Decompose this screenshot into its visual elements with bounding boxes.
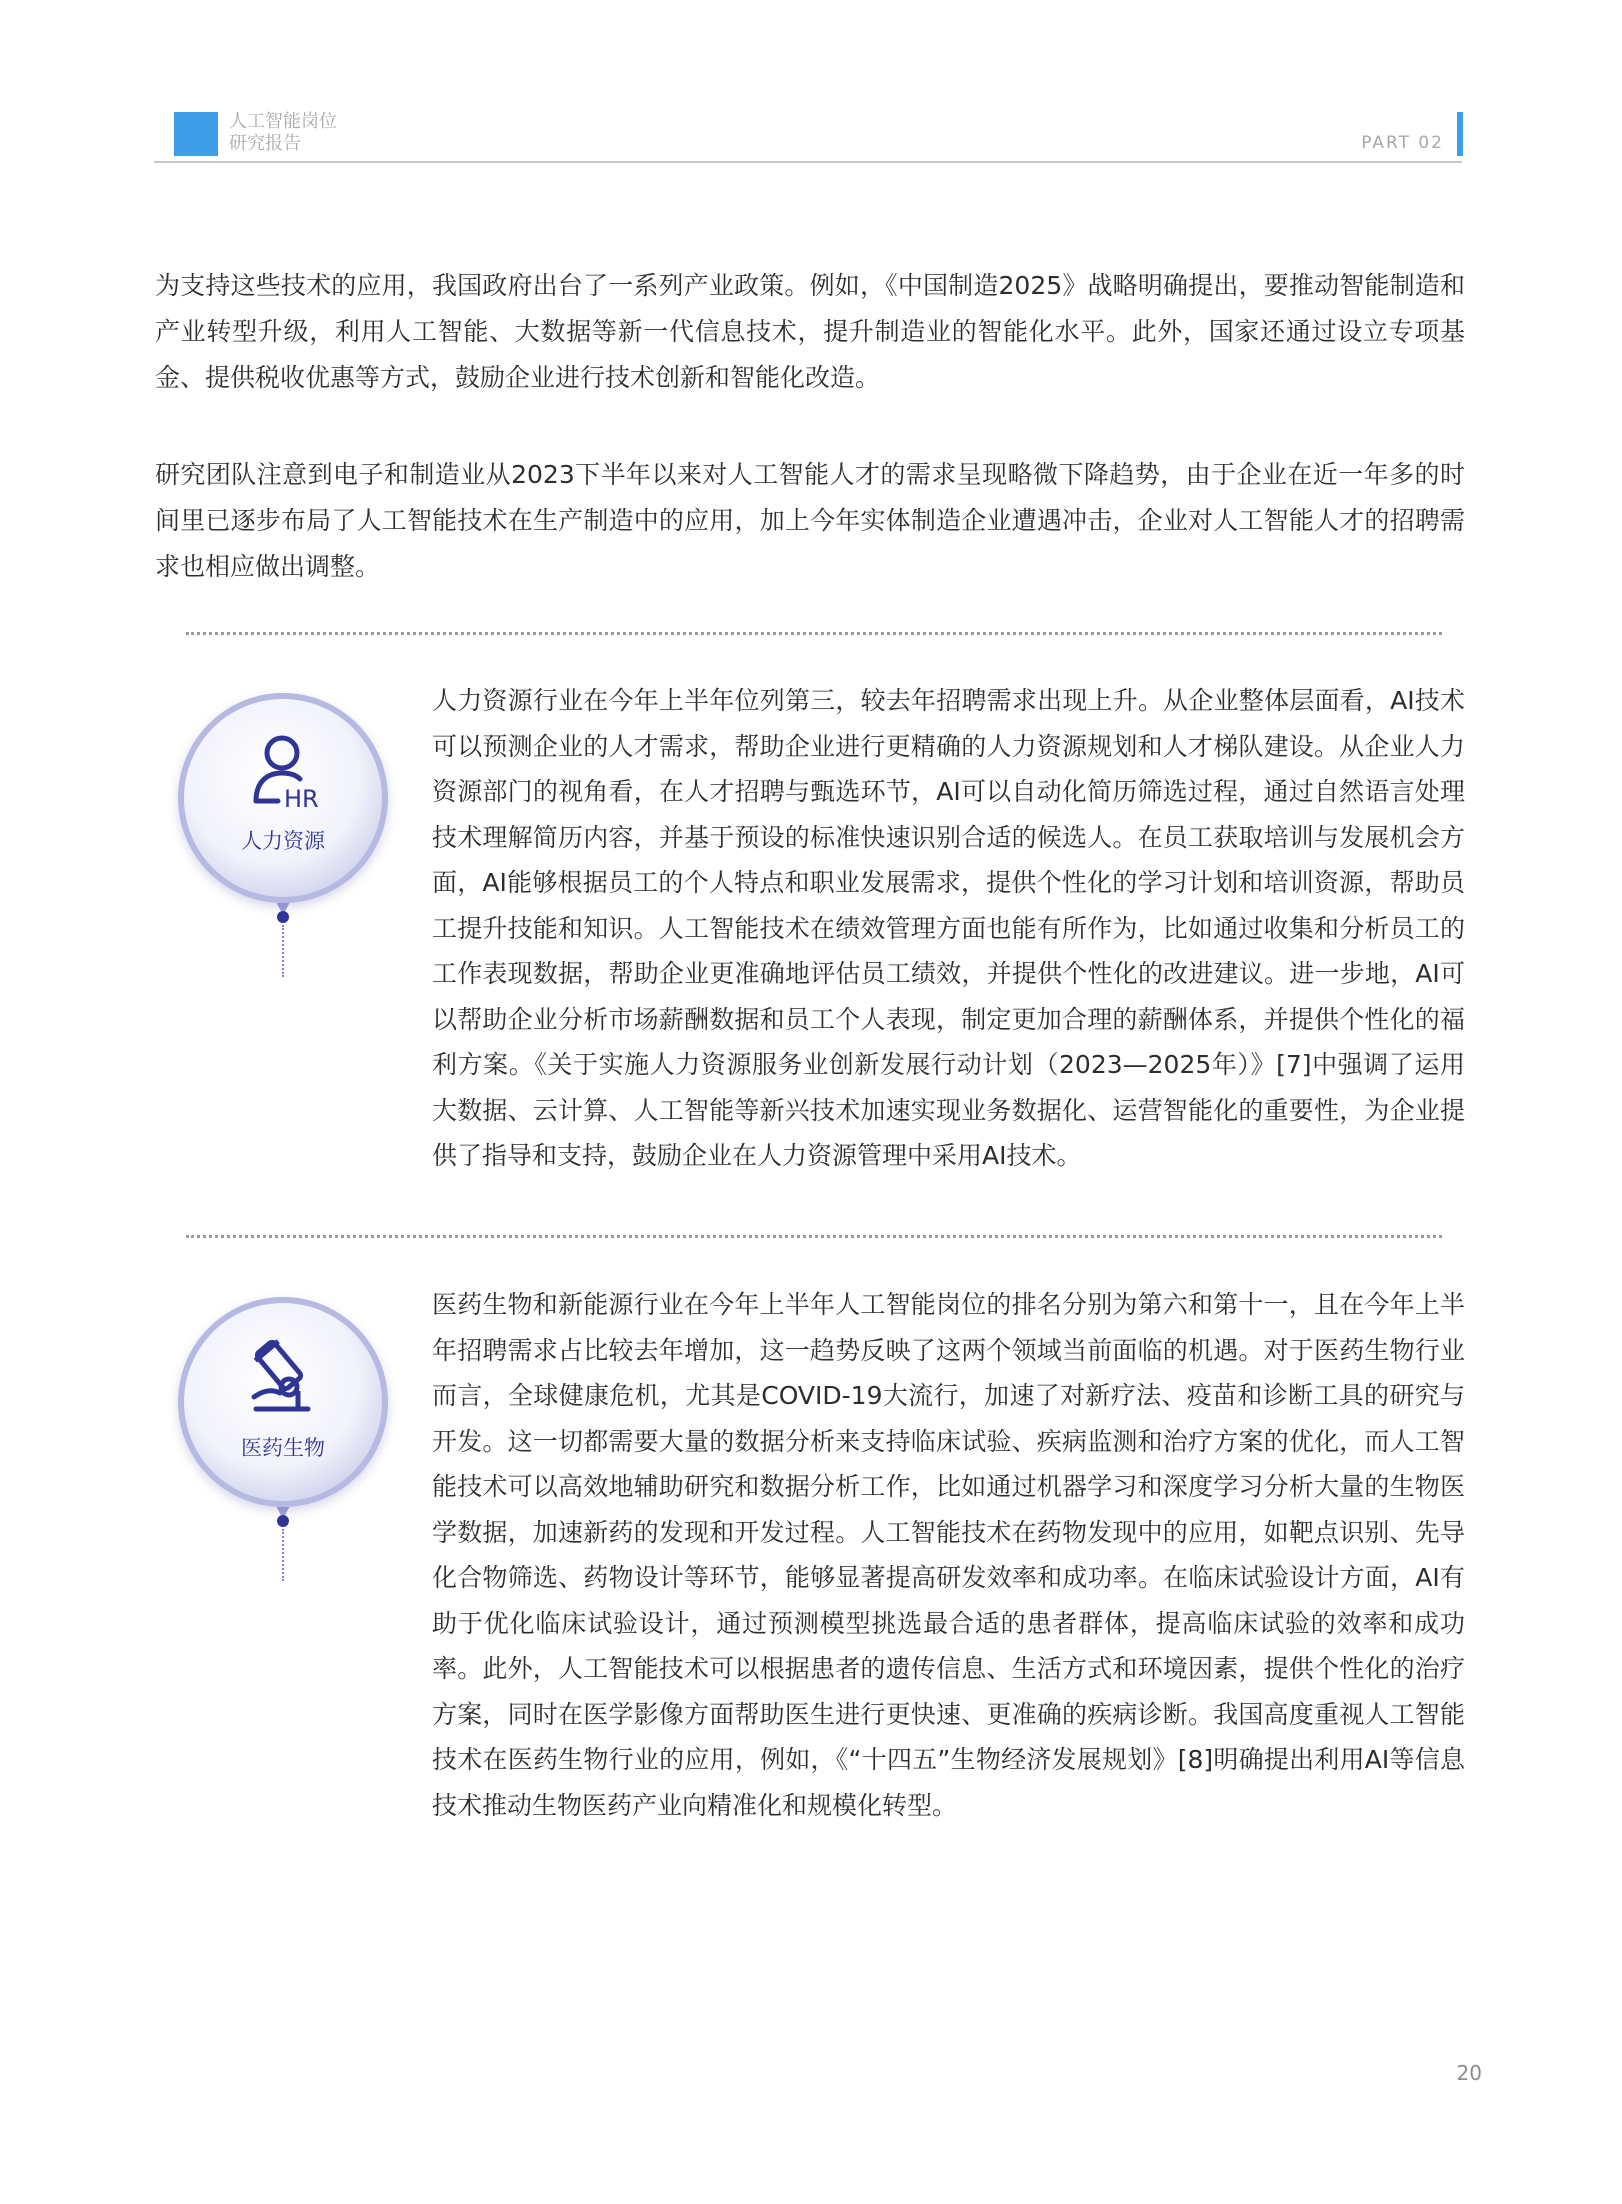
- badge-label: 人力资源: [241, 829, 325, 853]
- part-label: PART 02: [1361, 133, 1444, 153]
- microscope-icon: [234, 1337, 334, 1417]
- intro-paragraph-1: 为支持这些技术的应用，我国政府出台了一系列产业政策。例如，《中国制造2025》战略明确提出，要推动智能制造和产业转型升级，利用人工智能、大数据等新一代信息技术，提升制造业的智能化水平。此外，国家还通过设立专项基金、提供税收优惠等方式，鼓励企业进行技术创新和智能化改造。: [155, 271, 1465, 392]
- intro-paragraph-2: 研究团队注意到电子和制造业从2023下半年以来对人工智能人才的需求呈现略微下降趋势，由于企业在近一年多的时间里已逐步布局了人工智能技术在生产制造中的应用，加上今年实体制造企业遭遇冲击，企业对人工智能人才的招聘需求也相应做出调整。: [155, 460, 1465, 581]
- hr-section-text: 人力资源行业在今年上半年位列第三，较去年招聘需求出现上升。从企业整体层面看，AI技术可以预测企业的人才需求，帮助企业进行更精确的人力资源规划和人才梯队建设。从企业人力资源部门的视角看，在人才招聘与甄选环节，AI可以自动化简历筛选过程，通过自然语言处理技术理解简历内容，并基于预设的标准快速识别合适的候选人。在员工获取培训与发展机会方面，AI能够根据员工的个人特点和职业发展需求，提供个性化的学习计划和培训资源，帮助员工提升技能和知识。人工智能技术在绩效管理方面也能有所作为，比如通过收集和分析员工的工作表现数据，帮助企业更准确地评估员工绩效，并提供个性化的改进建议。进一步地，AI可以帮助企业分析市场薪酬数据和员工个人表现，制定更加合理的薪酬体系，并提供个性化的福利方案。《关于实施人力资源服务业创新发展行动计划（2023—2025年）》[7]中强调了运用大数据、云计算、人工智能等新兴技术加速实现业务数据化、运营智能化的重要性，为企业提供了指导和支持，鼓励企业在人力资源管理中采用AI技术。: [432, 686, 1465, 1170]
- page-number: 20: [1456, 2061, 1482, 2085]
- dotted-divider: [186, 1235, 1442, 1238]
- dotted-divider: [186, 632, 1442, 635]
- badge-dot: [277, 911, 289, 923]
- badge-dotted-line: [282, 925, 284, 977]
- badge-dot: [277, 1515, 289, 1527]
- report-title: [229, 111, 337, 155]
- report-title-line1: 人工智能岗位: [229, 111, 337, 132]
- header-accent-block: [174, 112, 218, 156]
- header-divider: [154, 161, 1462, 163]
- hr-icon-text: HR: [284, 785, 319, 809]
- badge-dotted-line: [282, 1529, 284, 1581]
- hr-person-icon: [238, 729, 338, 809]
- report-title-line2: 研究报告: [229, 133, 301, 154]
- pharma-section-text: 医药生物和新能源行业在今年上半年人工智能岗位的排名分别为第六和第十一，且在今年上半年招聘需求占比较去年增加，这一趋势反映了这两个领域当前面临的机遇。对于医药生物行业而言，全球健康危机，尤其是COVID-19大流行，加速了对新疗法、疫苗和诊断工具的研究与开发。这一切都需要大量的数据分析来支持临床试验、疾病监测和治疗方案的优化，而人工智能技术可以高效地辅助研究和数据分析工作，比如通过机器学习和深度学习分析大量的生物医学数据，加速新药的发现和开发过程。人工智能技术在药物发现中的应用，如靶点识别、先导化合物筛选、药物设计等环节，能够显著提高研发效率和成功率。在临床试验设计方面，AI有助于优化临床试验设计，通过预测模型挑选最合适的患者群体，提高临床试验的效率和成功率。此外，人工智能技术可以根据患者的遗传信息、生活方式和环境因素，提供个性化的治疗方案，同时在医学影像方面帮助医生进行更快速、更准确的疾病诊断。我国高度重视人工智能技术在医药生物行业的应用，例如，《“十四五”生物经济发展规划》[8]明确提出利用AI等信息技术推动生物医药产业向精准化和规模化转型。: [432, 1290, 1465, 1820]
- header-accent-bar: [1457, 112, 1463, 156]
- badge-label: 医药生物: [241, 1436, 325, 1460]
